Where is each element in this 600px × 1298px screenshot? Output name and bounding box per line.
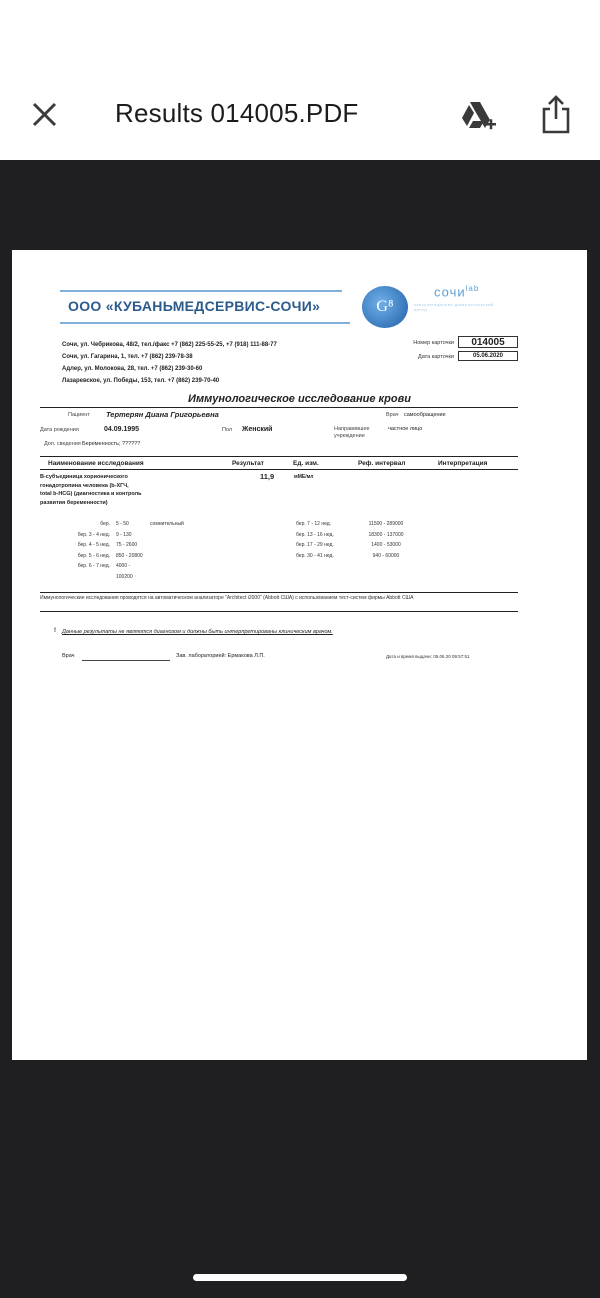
range-row: бер. 30 - 41 нед. 940 - 60000	[296, 552, 400, 559]
address-line: Сочи, ул. Чебрикова, 48/2, тел./факс +7 (862) 225-55-25, +7 (918) 111-88-77	[62, 342, 277, 348]
share-button[interactable]	[536, 94, 576, 136]
card-date: 05.06.2020	[458, 351, 518, 361]
doctor-signature-label: Врач	[62, 653, 75, 659]
col-header-interpretation: Интерпретация	[438, 460, 488, 467]
company-name: ООО «КУБАНЬМЕДСЕРВИС-СОЧИ»	[68, 298, 321, 314]
extra-value: Беременность; ??????	[82, 441, 141, 447]
report-title: Иммунологическое исследование крови	[188, 393, 411, 405]
referrer-label: Направившее учреждение	[334, 426, 370, 439]
range-row: бер. 7 - 12 нед. 11500 - 289000	[296, 521, 404, 527]
disclaimer-marker: !	[54, 628, 56, 634]
divider	[40, 469, 518, 470]
range-row: бер. 3 - 4 нед. 9 - 130	[77, 531, 132, 538]
doctor-value: самообращение	[404, 412, 446, 418]
brand-name: сочи$^{lab}$	[434, 284, 480, 300]
header-line-bottom	[60, 322, 350, 324]
patient-label: Пациент	[68, 412, 90, 418]
range-row: бер. 17 - 29 нед. 1400 - 53000	[296, 542, 401, 548]
lab-head: Зав. лабораторией: Ермакова Л.П.	[176, 653, 265, 659]
test-name: В-субъединица хорионического гонадотропина человека (b-ХГЧ, total b-HCG) (диагностика и контроль развития беременности)	[40, 474, 142, 506]
address-line: Адлер, ул. Молокова, 28, тел. +7 (862) 239-30-60	[62, 366, 203, 372]
range-row: бер. 13 - 16 нед. 18300 - 137000	[296, 531, 404, 538]
close-icon	[28, 98, 62, 132]
add-to-drive-button[interactable]	[458, 96, 498, 136]
divider	[40, 611, 518, 612]
header-line-top	[60, 290, 342, 292]
sex-label: Пол	[222, 427, 233, 433]
col-header-result: Результат	[232, 460, 264, 467]
divider	[40, 456, 518, 457]
document-title: Results 014005.PDF	[115, 98, 359, 128]
dob-label: Дата рождения	[40, 427, 79, 433]
top-bar	[0, 0, 600, 160]
divider	[40, 407, 518, 408]
range-row: 100200	[116, 573, 133, 580]
range-row: бер. 6 - 7 нед. 4000 -	[77, 563, 131, 569]
address-line: Лазаревское, ул. Победы, 153, тел. +7 (862) 239-70-40	[62, 378, 220, 384]
home-indicator[interactable]	[193, 1274, 407, 1281]
range-row: бер. 4 - 5 нед. 75 - 2600	[77, 542, 138, 548]
address-line: Сочи, ул. Гагарина, 1, тел. +7 (862) 239-78-38	[62, 354, 193, 360]
sex-value: Женский	[242, 426, 273, 433]
analyzer-note: Иммунологические исследования проводятся на автоматическом анализаторе "Architect i2000" (Abbott США) с использованием тест-систем фирмы Abbott США	[40, 595, 414, 601]
google-drive-add-icon	[458, 96, 498, 136]
signature-line	[82, 660, 170, 661]
close-button[interactable]	[28, 98, 62, 132]
col-header-ref: Реф. интервал	[358, 460, 406, 467]
referrer-value: частное лицо	[388, 426, 423, 432]
card-number-label: Номер карточки	[413, 340, 454, 346]
disclaimer: Данные результаты не являются диагнозом и должны быть интерпретированы клиническим врачом.	[62, 629, 333, 635]
card-date-label: Дата карточки	[418, 354, 454, 360]
clinic-logo: G⁸	[362, 286, 408, 328]
divider	[40, 592, 518, 593]
range-row: бер. 5 - 6 нед. 850 - 20800	[77, 552, 143, 559]
extra-label: Доп. сведения	[44, 441, 81, 447]
range-row: бер. 5 - 50 сомнительный	[100, 521, 184, 527]
reference-ranges-right	[296, 519, 416, 561]
card-number: 014005	[458, 336, 518, 348]
unit-value: мМЕ/мл	[294, 474, 314, 480]
col-header-unit: Ед. изм.	[293, 460, 319, 467]
pdf-page	[12, 250, 587, 1060]
result-value: 11,9	[260, 472, 275, 481]
share-icon	[536, 94, 576, 136]
issue-datetime: Дата и время выдачи: 05.06.20 09:57:51	[386, 654, 470, 659]
col-header-test: Наименование исследования	[48, 460, 144, 467]
patient-name: Тертерян Диана Григорьевна	[106, 410, 219, 419]
reference-ranges-left	[74, 519, 184, 582]
brand-tagline: консультационно диагностический центр	[414, 302, 494, 312]
dob-value: 04.09.1995	[104, 426, 140, 433]
doctor-label: Врач	[386, 412, 399, 418]
